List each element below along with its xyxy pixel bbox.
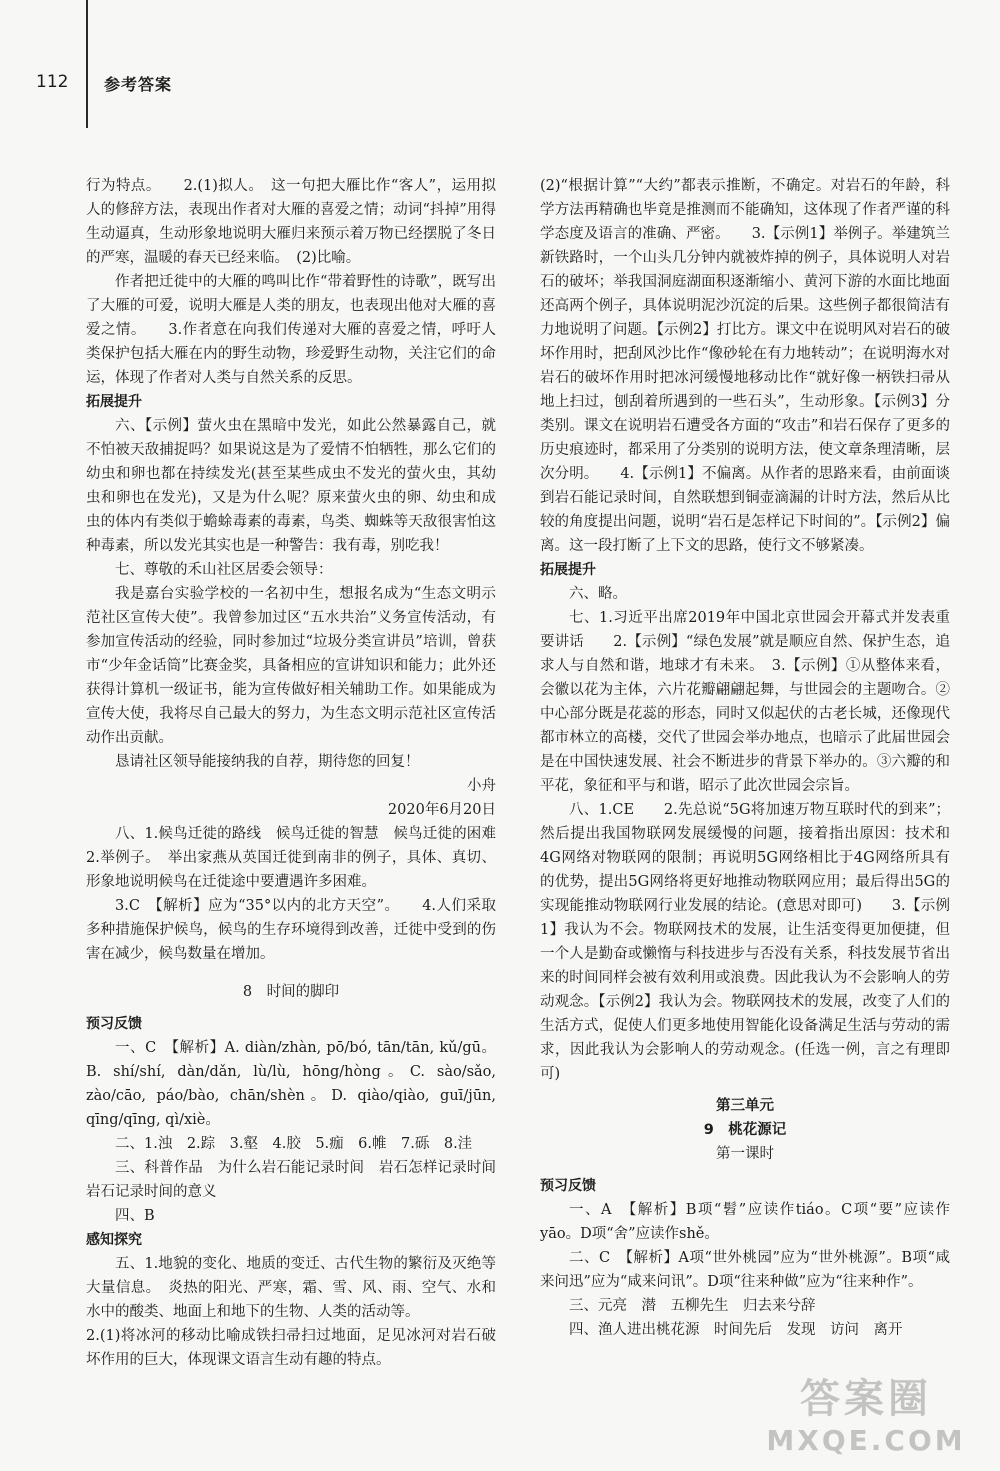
paragraph: 行为特点。 2.(1)拟人。 这一句把大雁比作“客人”，运用拟人的修辞方法，表现出作者对大雁的喜爱之情；动词“抖掉”用得生动逼真，生动形象地说明大雁归来预示着万物已经摆脱了冬日的严寒，温暖的春天已经来临。 (2)比喻。	[86, 178, 496, 266]
paragraph: 3.C 【解析】应为“35°以内的北方天空”。 4.人们采取多种措施保护候鸟，候鸟的生存环境得到改善，迁徙中受到的伤害在减少，候鸟数量在增加。	[86, 898, 496, 962]
section-heading: 预习反馈	[540, 1178, 596, 1194]
watermark-text: 答案圈	[800, 1376, 932, 1422]
lesson-subtitle: 第一课时	[716, 1146, 774, 1162]
section-heading: 拓展提升	[86, 394, 142, 410]
page-header-title: 参考答案	[104, 75, 173, 94]
paragraph: 八、1.CE 2.先总说“5G将加速万物互联时代的到来”；然后提出我国物联网发展缓慢的问题，接着指出原因：技术和4G网络对物联网的限制；再说明5G网络相比于4G网络所具有的优势，提出5G网络将更好地推动物联网应用；最后得出5G的实现能推动物联网行业发展的结论。(意思对即可) 3.【示例1】我认为不会。物联网技术的发展，让生活变得更加便捷，但一个人是勤奋或懒惰与科技进步与否没有关系，科技发展节省出来的时间同样会被有效利用或浪费。因此我认为不会影响人的劳动观念。【示例2】我认为会。物联网技术的发展，改变了人们的生活方式，促使人们更多地使用智能化设备满足生活与劳动的需求，因此我认为会影响人的劳动观念。(任选一例，言之有理即可)	[540, 802, 950, 1082]
watermark-logo	[766, 1367, 966, 1457]
paragraph: 七、1.习近平出席2019年中国北京世园会开幕式并发表重要讲话 2.【示例】“绿色发展”就是顺应自然、保护生态，追求人与自然和谐，地球才有未来。 3.【示例】①从整体来看，会徽以花为主体，六片花瓣翩翩起舞，与世园会的主题吻合。②中心部分既是花蕊的形态，同时又似起伏的古老长城，还像现代都市林立的高楼，交代了世园会举办地点，也暗示了此届世园会是在中国快速发展、社会不断进步的背景下举办的。③六瓣的和平花，象征和平与和谐，昭示了此次世园会宗旨。	[540, 610, 950, 794]
paragraph: 恳请社区领导能接纳我的自荐，期待您的回复！	[115, 754, 420, 770]
left-column	[86, 174, 525, 1372]
paragraph: 一、C 【解析】A. diàn/zhàn, pō/bó, tān/tān, kǔ/gū。B. shí/shí, dàn/dǎn, lù/lù, hōng/hòng。C. sào/sǎo, zào/cāo, páo/bào, chān/shèn。D. qiào/qiào, guī/jūn, qīng/qīng, qì/xiè。	[86, 1040, 496, 1128]
paragraph: 一、A 【解析】B项“髫”应读作tiáo。C项“要”应读作yāo。D项“舍”应读作shě。	[540, 1202, 950, 1242]
paragraph: 六、略。	[569, 586, 627, 602]
lesson-title: 9 桃花源记	[703, 1122, 787, 1138]
unit-title: 第三单元	[716, 1098, 774, 1114]
paragraph: 三、科普作品 为什么岩石能记录时间 岩石怎样记录时间 岩石记录时间的意义	[86, 1160, 511, 1200]
paragraph: 六、【示例】萤火虫在黑暗中发光，如此公然暴露自己，就不怕被天敌捕捉吗？如果说这是为了爱情不怕牺牲，那么它们的幼虫和卵也都在持续发光(甚至某些成虫不发光的萤火虫，其幼虫和卵也在发光)，又是为什么呢？原来萤火虫的卵、幼虫和成虫的体内有类似于蟾蜍毒素的毒素，鸟类、蜘蛛等天敌很害怕这种毒素，所以发光其实也是一种警告：我有毒，别吃我！	[86, 418, 496, 554]
paragraph: 二、C 【解析】A项“世外桃园”应为“世外桃源”。B项“咸来问迅”应为“咸来问讯”。D项“往来种做”应为“往来种作”。	[540, 1250, 950, 1290]
paragraph: 八、1.候鸟迁徙的路线 候鸟迁徙的智慧 候鸟迁徙的困难 2.举例子。 举出家燕从英国迁徙到南非的例子，具体、真切、形象地说明候鸟在迁徙途中要遭遇许多困难。	[86, 826, 525, 890]
signature-date: 2020年6月20日	[387, 802, 496, 818]
paragraph: 我是嘉台实验学校的一名初中生，想报名成为“生态文明示范社区宣传大使”。我曾参加过区“五水共治”义务宣传活动，有参加宣传活动的经验，同时参加过“垃圾分类宣讲员”培训，曾获市“少年金话筒”比赛金奖，具备相应的宣讲知识和能力；此外还获得计算机一级证书，能为宣传做好相关辅助工作。如果能成为宣传大使，我将尽自己最大的努力，为生态文明示范社区宣传活动作出贡献。	[86, 586, 496, 746]
paragraph: 作者把迁徙中的大雁的鸣叫比作“带着野性的诗歌”，既写出了大雁的可爱，说明大雁是人类的朋友，也表现出他对大雁的喜爱之情。 3.作者意在向我们传递对大雁的喜爱之情，呼吁人类保护包括大雁在内的野生动物，珍爱野生动物，关注它们的命运，体现了作者对人类与自然关系的反思。	[86, 274, 496, 386]
lesson-title: 8 时间的脚印	[242, 984, 340, 1000]
paragraph: 四、渔人进出桃花源 时间先后 发现 访问 离开	[569, 1322, 903, 1338]
section-heading: 拓展提升	[540, 562, 596, 578]
paragraph: (2)“根据计算”“大约”都表示推断，不确定。对岩石的年龄，科学方法再精确也毕竟是推测而不能确知，这体现了作者严谨的科学态度及语言的准确、严密。 3.【示例1】举例子。举建筑兰新铁路时，一个山头几分钟内就被炸掉的例子，具体说明人对岩石的破坏；举我国洞庭湖面积逐渐缩小、黄河下游的水面比地面还高两个例子，具体说明泥沙沉淀的后果。这些例子都很简洁有力地说明了问题。【示例2】打比方。课文中在说明风对岩石的破坏作用时，把刮风沙比作“像砂轮在有力地转动”；在说明海水对岩石的破坏作用时把冰河缓慢地移动比作“就好像一柄铁扫帚从地上扫过，刨刮着所遇到的一些石头”，生动形象。【示例3】分类别。课文在说明岩石遭受各方面的“攻击”和岩石保存了更多的历史痕迹时，都采用了分类别的说明方法，使文章条理清晰，层次分明。 4.【示例1】不偏离。从作者的思路来看，由前面谈到岩石能记录时间，自然联想到铜壶滴漏的计时方法，然后从比较的角度提出问题，说明“岩石是怎样记下时间的”。【示例2】偏离。这一段打断了上下文的思路，使行文不够紧凑。	[540, 178, 950, 554]
watermark-url: MXQE.COM	[766, 1424, 966, 1457]
paragraph: 五、1.地貌的变化、地质的变迁、古代生物的繁衍及灭绝等大量信息。 炎热的阳光、严寒，霜、雪、风、雨、空气、水和水中的酸类、地面上和地下的生物、人类的活动等。	[86, 1256, 496, 1320]
paragraph: 三、元亮 潜 五柳先生 归去来兮辞	[569, 1298, 816, 1314]
paragraph: 2.(1)将冰河的移动比喻成铁扫帚扫过地面，足见冰河对岩石破坏作用的巨大，体现课文语言生动有趣的特点。	[86, 1328, 496, 1368]
section-heading: 感知探究	[86, 1232, 142, 1248]
header-divider-line	[86, 0, 88, 128]
paragraph: 二、1.浊 2.踪 3.壑 4.胶 5.痂 6.帷 7.砾 8.洼	[115, 1136, 473, 1152]
paragraph: 七、尊敬的禾山社区居委会领导：	[115, 562, 333, 578]
right-column	[540, 174, 950, 1342]
signature-name: 小舟	[467, 778, 496, 794]
page-number: 112	[36, 72, 69, 92]
section-heading: 预习反馈	[86, 1016, 142, 1032]
paragraph: 四、B	[115, 1208, 155, 1224]
